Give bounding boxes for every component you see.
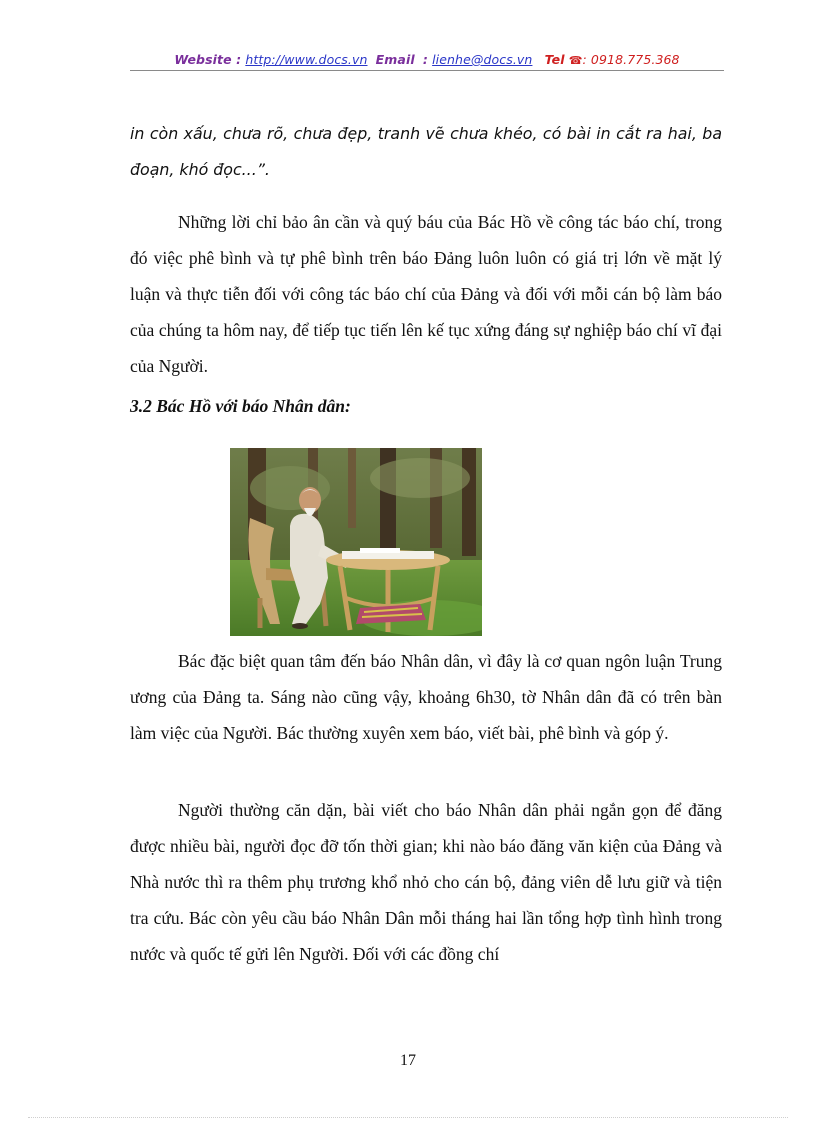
- phone-icon: ☎: [568, 54, 583, 67]
- tel-label: Tel: [544, 52, 565, 67]
- section-heading: 3.2 Bác Hồ với báo Nhân dân:: [130, 396, 351, 416]
- page-header: [130, 52, 724, 67]
- paragraph-instructions: Người thường căn dặn, bài viết cho báo Nhân dân phải ngắn gọn để đăng được nhiều bài, người đọc đỡ tốn thời gian; khi nào báo đăng văn kiện của Đảng và Nhà nước thì ra thêm phụ trương khổ nhỏ cho cán bộ, đảng viên dễ lưu giữ và tiện tra cứu. Bác còn yêu cầu báo Nhân Dân mỗi tháng hai lần tổng hợp tình hình trong nước và quốc tế gửi lên Người. Đối với các đồng chí: [130, 800, 722, 964]
- header-divider: [130, 70, 724, 71]
- tel-value: : 0918.775.368: [582, 52, 680, 67]
- page-number: 17: [400, 1052, 416, 1069]
- paragraph-advice: Những lời chỉ bảo ân cần và quý báu của Bác Hồ về công tác báo chí, trong đó việc phê bình và tự phê bình trên báo Đảng luôn luôn có giá trị lớn về mặt lý luận và thực tiễn đối với công tác báo chí của Đảng và đối với mỗi cán bộ làm báo của chúng ta hôm nay, để tiếp tục tiến lên kế tục xứng đáng sự nghiệp báo chí vĩ đại của Người.: [130, 212, 722, 376]
- email-link[interactable]: lienhe@docs.vn: [432, 52, 533, 67]
- paragraph-nhan-dan: Bác đặc biệt quan tâm đến báo Nhân dân, vì đây là cơ quan ngôn luận Trung ương của Đảng ta. Sáng nào cũng vậy, khoảng 6h30, tờ Nhân dân đã có trên bàn làm việc của Người. Bác thường xuyên xem báo, viết bài, phê bình và góp ý.: [130, 651, 722, 743]
- email-separator: :: [422, 52, 429, 67]
- photo-uncle-ho-reading: [230, 448, 482, 636]
- website-label: Website :: [174, 52, 242, 67]
- email-label: Email: [375, 52, 415, 67]
- paragraph-continuation: in còn xấu, chưa rõ, chưa đẹp, tranh vẽ chưa khéo, có bài in cắt ra hai, ba đoạn, khó đọc...”.: [130, 124, 722, 179]
- page-bottom-border: [28, 1117, 788, 1118]
- website-link[interactable]: http://www.docs.vn: [245, 52, 368, 67]
